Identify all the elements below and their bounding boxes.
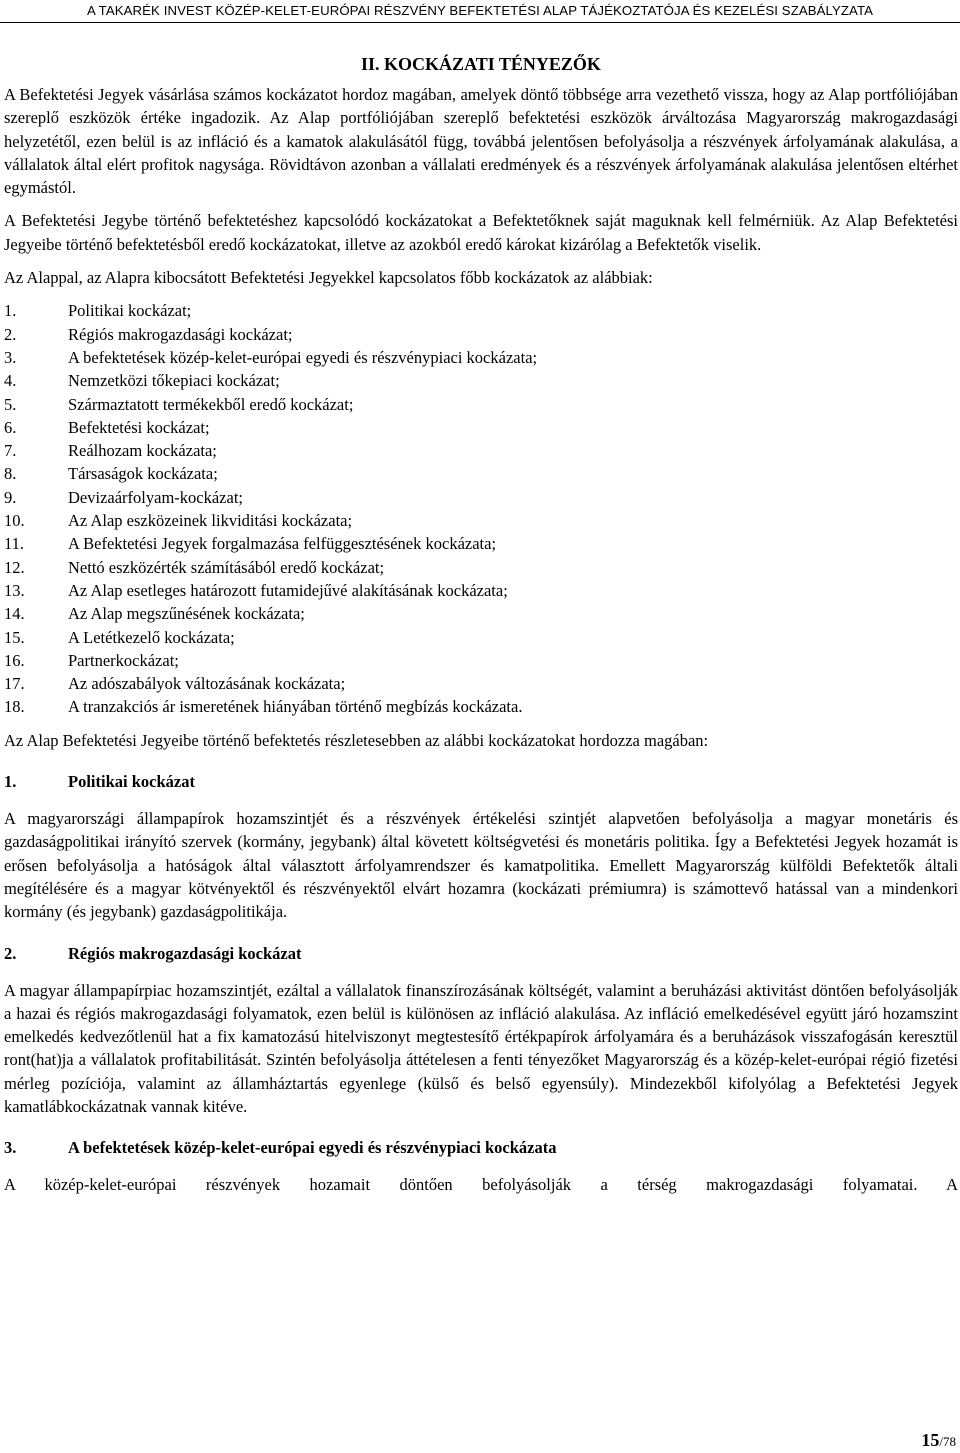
risk-list-item [4,462,958,485]
risk-label: Devizaárfolyam-kockázat; [68,487,243,507]
risk-number: 2. [4,324,17,344]
risk-list-item [4,369,958,392]
section-text-cee-equity: A közép-kelet-európai részvények hozamait döntően befolyásolják a térség makrogazdasági folyamatai. A [4,1175,958,1195]
risk-list-item [4,695,958,718]
risk-label: Befektetési kockázat; [68,417,210,437]
section-number: 3. [4,1138,17,1158]
chapter-title: II. KOCKÁZATI TÉNYEZŐK [361,54,601,74]
section-heading-political [4,770,958,793]
intro-paragraph-1: A Befektetési Jegyek vásárlása számos kockázatot hordoz magában, amelyek döntő többsége arra vezethető vissza, hogy az Alap portfóliójában szereplő eszközök értéke ingadozik. Az Alap portfóliójában szereplő befektetési eszközök árváltozása Magyarország makrogazdasági helyzetétől, ezen belül is az infláció és a kamatok alakulásától függ, továbbá jelentősen befolyásolja a részvények árfolyamának alakulása, a vállalatok által elért profitok nagysága. Rövidtávon azonban a vállalati eredmények és a részvények árfolyamának alakulása jelentősen eltérhet egymástól. [4,85,958,198]
risk-number: 9. [4,487,17,507]
risk-list-item [4,626,958,649]
risk-label: Reálhozam kockázata; [68,441,217,461]
section-heading-regional-macro [4,942,958,965]
risk-number: 3. [4,347,17,367]
page-total: /78 [939,1434,956,1449]
section-text-regional-macro: A magyar állampapírpiac hozamszintjét, ezáltal a vállalatok finanszírozásának költségét, valamint a beruházási aktivitást döntően befolyásolják a hazai és régiós makrogazdasági folyamatok, ezen belül is különösen az infláció alakulása. Az infláció emelkedésével együtt járó hozamszint emelkedés kedvezőtlenül hat a fix kamatozású hitelviszonyt megtestesítő értékpapírok árfolyamára és a beruházások visszafogásán keresztül ront(hat)ja a vállalatok profitabilitását. Szintén befolyásolja áttételesen a fenti tényezőket Magyarország és a közép-kelet-európai régió fizetési mérleg pozíciója, valamint az államháztartás egyenlege (külső és belső egyensúly). Mindezekből kifolyólag a Befektetési Jegyek kamatlábkockázatnak vannak kitéve. [4,980,958,1116]
intro-paragraph-2: A Befektetési Jegybe történő befektetéshez kapcsolódó kockázatokat a Befektetőknek saját maguknak kell felmérniük. Az Alap Befektetési Jegyeibe történő befektetésből eredő kockázatokat, illetve az azokból eredő károkat kizárólag a Befektetők viselik. [4,211,958,254]
risk-label: Az Alap eszközeinek likviditási kockázata; [68,511,353,531]
detail-intro: Az Alap Befektetési Jegyeibe történő befektetés részletesebben az alábbi kockázatokat hordozza magában: [4,730,709,750]
risk-label: Az Alap esetleges határozott futamidejűvé alakításának kockázata; [68,580,508,600]
section-title: Politikai kockázat [68,772,195,792]
section-number: 2. [4,943,17,963]
section-title: A befektetések közép-kelet-európai egyedi és részvénypiaci kockázata [68,1138,557,1158]
risk-number: 12. [4,557,25,577]
page-current: 15 [921,1430,940,1450]
risk-list-item [4,509,958,532]
risk-number: 7. [4,441,17,461]
running-header [0,0,960,23]
risk-number: 13. [4,580,25,600]
section-text-political: A magyarországi állampapírok hozamszintjét és a részvények értékelési szintjét alapvetően befolyásolja a magyar monetáris és gazdaságpolitikai irányító szervek (kormány, jegybank) által követett költségvetési és monetáris politika. Így a Befektetési Jegyek hozamát is erősen befolyásolja a hatóságok által választott árfolyamrendszer és kamatpolitika. Emellett Magyarország külföldi Befektetők általi megítélésére és a magyar kötvényektől és részvényektől elvárt hozamra (kockázati prémiumra) is számottevő hatással van a mindenkori kormány (és jegybank) gazdaságpolitikája. [4,809,958,922]
risk-list-item [4,532,958,555]
page-number [921,1430,956,1451]
risk-number: 4. [4,371,17,391]
risk-number: 15. [4,627,25,647]
risk-list-item [4,486,958,509]
risk-list-item [4,346,958,369]
risk-label: Származtatott termékekből eredő kockázat; [68,394,354,414]
risk-label: Az adószabályok változásának kockázata; [68,674,346,694]
section-number: 1. [4,772,17,792]
risk-list-item [4,672,958,695]
risk-list-item [4,556,958,579]
risk-number: 8. [4,464,17,484]
risk-number: 10. [4,511,25,531]
risk-list-item [4,416,958,439]
section-heading-cee-equity [4,1136,958,1159]
risk-list-item [4,299,958,322]
risk-label: A tranzakciós ár ismeretének hiányában történő megbízás kockázata. [68,697,523,717]
risk-number: 16. [4,650,25,670]
risk-list-item [4,649,958,672]
section-title: Régiós makrogazdasági kockázat [68,943,302,963]
intro-paragraph-3: Az Alappal, az Alapra kibocsátott Befektetési Jegyekkel kapcsolatos főbb kockázatok az alábbiak: [4,268,653,288]
risk-label: Partnerkockázat; [68,650,179,670]
risk-list-item [4,602,958,625]
risk-list-item [4,393,958,416]
risk-label: Nemzetközi tőkepiaci kockázat; [68,371,280,391]
risk-number: 18. [4,697,25,717]
document-body [4,53,958,1207]
risk-label: Nettó eszközérték számításából eredő kockázat; [68,557,385,577]
risk-label: Társaságok kockázata; [68,464,218,484]
risk-label: Régiós makrogazdasági kockázat; [68,324,293,344]
risk-number: 14. [4,604,25,624]
running-title: A TAKARÉK INVEST KÖZÉP-KELET-EURÓPAI RÉSZVÉNY BEFEKTETÉSI ALAP TÁJÉKOZTATÓJA ÉS KEZELÉSI SZABÁLYZATA [86,3,874,18]
risk-number: 6. [4,417,17,437]
risk-list-item [4,579,958,602]
risk-label: A Letétkezelő kockázata; [68,627,235,647]
risk-list-item [4,439,958,462]
risk-list-item [4,323,958,346]
risk-number: 17. [4,674,25,694]
risk-list [4,299,958,718]
risk-number: 1. [4,301,17,321]
risk-label: A befektetések közép-kelet-európai egyedi és részvénypiaci kockázata; [68,347,538,367]
risk-number: 11. [4,534,25,554]
risk-label: Politikai kockázat; [68,301,192,321]
risk-label: Az Alap megszűnésének kockázata; [68,604,305,624]
risk-label: A Befektetési Jegyek forgalmazása felfüggesztésének kockázata; [68,534,497,554]
risk-number: 5. [4,394,17,414]
